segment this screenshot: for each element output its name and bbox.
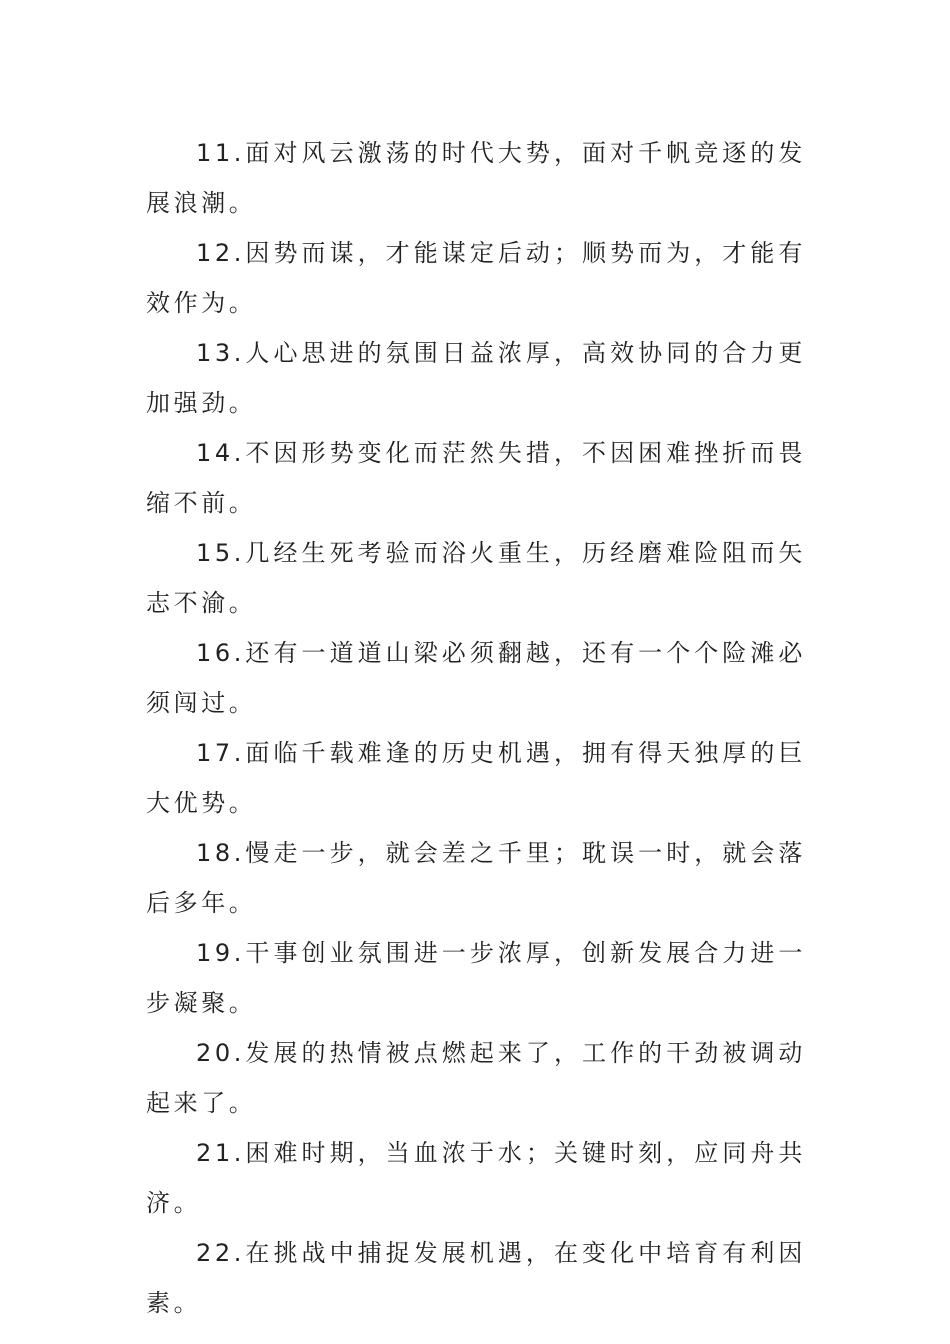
paragraph-20: 20.发展的热情被点燃起来了，工作的干劲被调动起来了。 [146, 1039, 806, 1117]
paragraph-13: 13.人心思进的氛围日益浓厚，高效协同的合力更加强劲。 [146, 339, 806, 417]
document-body [146, 128, 806, 1328]
paragraph-14: 14.不因形势变化而茫然失措，不因困难挫折而畏缩不前。 [146, 439, 806, 517]
paragraph-16: 16.还有一道道山梁必须翻越，还有一个个险滩必须闯过。 [146, 639, 806, 717]
paragraph-15: 15.几经生死考验而浴火重生，历经磨难险阻而矢志不渝。 [146, 539, 806, 617]
paragraph-17: 17.面临千载难逢的历史机遇，拥有得天独厚的巨大优势。 [146, 739, 806, 817]
paragraph-19: 19.干事创业氛围进一步浓厚，创新发展合力进一步凝聚。 [146, 939, 806, 1017]
paragraph-22: 22.在挑战中捕捉发展机遇，在变化中培育有利因素。 [146, 1239, 806, 1317]
paragraph-12: 12.因势而谋，才能谋定后动；顺势而为，才能有效作为。 [146, 239, 806, 317]
paragraph-21: 21.困难时期，当血浓于水；关键时刻，应同舟共济。 [146, 1139, 806, 1217]
paragraph-11: 11.面对风云激荡的时代大势，面对千帆竞逐的发展浪潮。 [146, 139, 806, 217]
paragraph-18: 18.慢走一步，就会差之千里；耽误一时，就会落后多年。 [146, 839, 806, 917]
